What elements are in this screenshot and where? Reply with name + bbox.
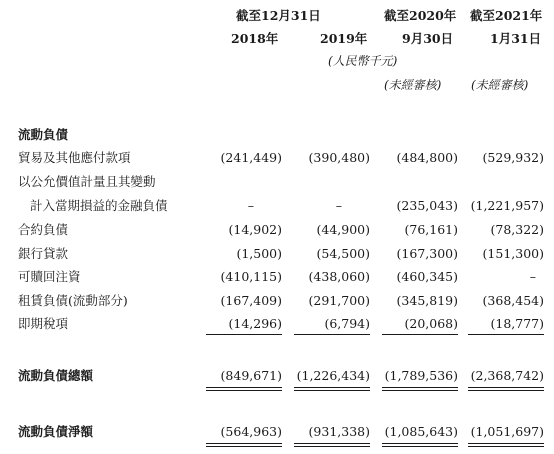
net-rule xyxy=(294,443,370,444)
total-current-value: (1,226,434) xyxy=(296,368,370,383)
total-current-value: (849,671) xyxy=(220,368,282,383)
row-label: 即期稅項 xyxy=(18,316,69,331)
row-label: 貿易及其他應付款項 xyxy=(18,150,131,165)
row-value: (368,454) xyxy=(482,293,544,308)
total-rule xyxy=(294,387,370,388)
net-rule xyxy=(382,443,458,444)
row-value: (484,800) xyxy=(396,150,458,165)
header-2020-bottom: 9月30日 xyxy=(402,31,454,46)
net-current-value: (1,085,643) xyxy=(384,424,458,439)
subtotal-rule xyxy=(206,334,282,335)
total-rule xyxy=(206,387,282,388)
total-current-value: (2,368,742) xyxy=(470,368,544,383)
row-value: (167,409) xyxy=(220,293,282,308)
net-current-value: (931,338) xyxy=(308,424,370,439)
header-period-group: 截至12月31日 xyxy=(236,8,321,23)
row-label: 租賃負債(流動部分) xyxy=(18,293,128,308)
row-value: (54,500) xyxy=(316,246,370,261)
total-rule xyxy=(468,390,544,391)
total-current-label: 流動負債總額 xyxy=(18,368,94,383)
net-rule xyxy=(294,446,370,447)
total-current-value: (1,789,536) xyxy=(384,368,458,383)
net-rule xyxy=(382,446,458,447)
subtotal-rule xyxy=(382,334,458,335)
net-rule xyxy=(206,443,282,444)
total-rule xyxy=(382,390,458,391)
header-2020-top: 截至2020年 xyxy=(384,8,457,23)
net-rule xyxy=(468,446,544,447)
row-label: 可贖回注資 xyxy=(18,269,81,284)
row-value: – xyxy=(335,198,342,213)
row-value: (291,700) xyxy=(308,293,370,308)
header-2019: 2019年 xyxy=(320,31,368,46)
header-2021-bottom: 1月31日 xyxy=(490,31,542,46)
unit-label: (人民幣千元) xyxy=(328,54,398,68)
unaudited-label-2020: (未經審核) xyxy=(384,78,442,92)
row-value: (410,115) xyxy=(220,269,282,284)
net-current-label: 流動負債淨額 xyxy=(18,424,94,439)
row-value: (390,480) xyxy=(308,150,370,165)
row-value: (76,161) xyxy=(404,222,458,237)
row-value: (20,068) xyxy=(404,316,458,331)
subtotal-rule xyxy=(468,334,544,335)
total-rule xyxy=(382,387,458,388)
row-value: (438,060) xyxy=(308,269,370,284)
net-rule xyxy=(468,443,544,444)
subtotal-rule xyxy=(294,334,370,335)
row-value: (1,221,957) xyxy=(470,198,544,213)
row-label: 計入當期損益的金融負債 xyxy=(30,198,168,213)
row-value: (14,902) xyxy=(228,222,282,237)
total-rule xyxy=(294,390,370,391)
row-value: (529,932) xyxy=(482,150,544,165)
row-label: 銀行貸款 xyxy=(18,246,69,261)
row-value: (460,345) xyxy=(396,269,458,284)
row-value: – xyxy=(529,269,536,284)
row-value: (14,296) xyxy=(228,316,282,331)
row-value: (241,449) xyxy=(220,150,282,165)
unaudited-label-2021: (未經審核) xyxy=(471,78,529,92)
row-value: (44,900) xyxy=(316,222,370,237)
net-rule xyxy=(206,446,282,447)
section-title: 流動負債 xyxy=(18,127,69,142)
row-value: (1,500) xyxy=(236,246,282,261)
row-value: (345,819) xyxy=(396,293,458,308)
row-value: (235,043) xyxy=(396,198,458,213)
row-label: 以公允價值計量且其變動 xyxy=(18,174,156,189)
row-value: (167,300) xyxy=(396,246,458,261)
total-rule xyxy=(468,387,544,388)
row-value: (78,322) xyxy=(490,222,544,237)
header-2021-top: 截至2021年 xyxy=(470,8,543,23)
row-value: (6,794) xyxy=(324,316,370,331)
net-current-value: (564,963) xyxy=(220,424,282,439)
row-label: 合約負債 xyxy=(18,222,69,237)
row-value: (151,300) xyxy=(482,246,544,261)
row-value: – xyxy=(247,198,254,213)
header-2018: 2018年 xyxy=(231,31,279,46)
row-value: (18,777) xyxy=(490,316,544,331)
total-rule xyxy=(206,390,282,391)
net-current-value: (1,051,697) xyxy=(470,424,544,439)
